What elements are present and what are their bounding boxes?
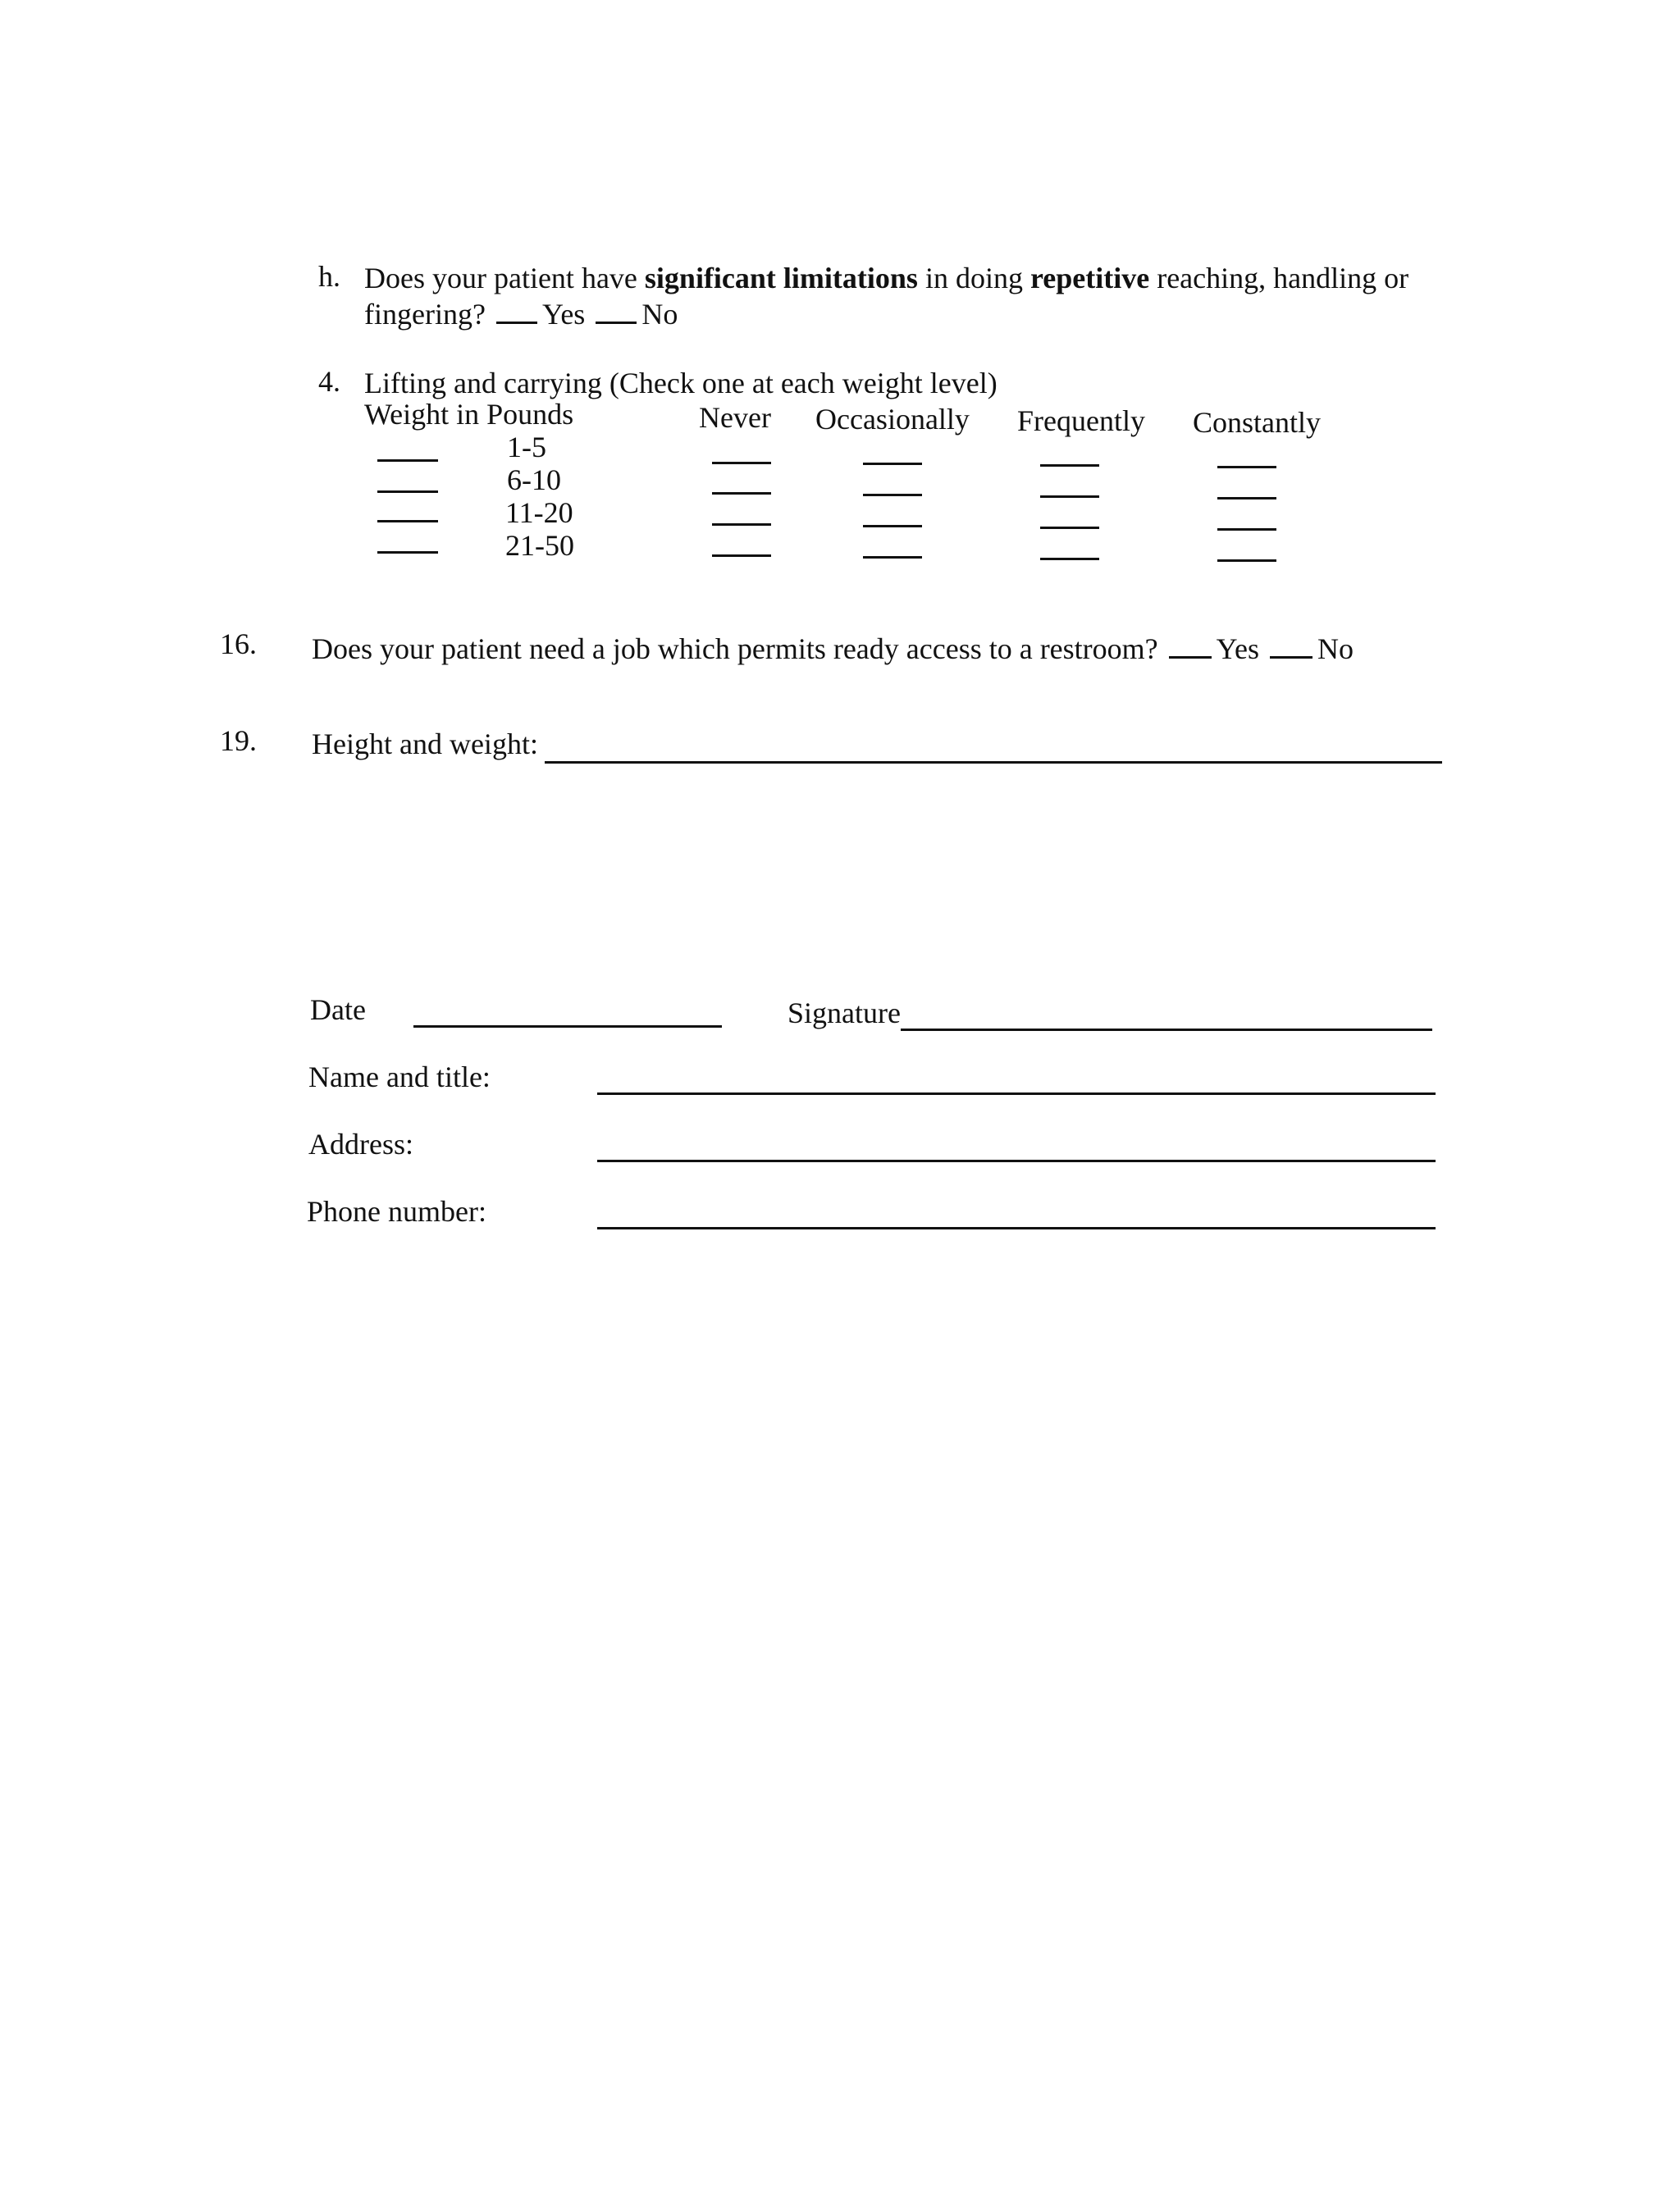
question-16-yes-label: Yes: [1216, 632, 1260, 665]
row-6-10-frequently-blank[interactable]: [1040, 495, 1099, 498]
row-1-5-occasionally-blank[interactable]: [863, 463, 922, 465]
phone-number-field[interactable]: [597, 1227, 1436, 1229]
question-h-bold-significant-limitations: significant limitations: [644, 262, 918, 294]
question-16-text: Does your patient need a job which permits ready access to a restroom?: [312, 632, 1158, 665]
name-title-label: Name and title:: [308, 1061, 491, 1093]
row-21-50-never-blank[interactable]: [712, 554, 771, 557]
question-h-text-4: fingering?: [364, 298, 486, 331]
address-field[interactable]: [597, 1160, 1436, 1162]
header-weight-in-pounds: Weight in Pounds: [364, 398, 574, 431]
question-19-number: 19.: [220, 724, 257, 757]
signature-field[interactable]: [901, 1029, 1432, 1031]
row-21-50-weight-blank[interactable]: [377, 551, 438, 554]
row-6-10-constantly-blank[interactable]: [1217, 497, 1276, 499]
question-h-text-1: Does your patient have: [364, 262, 637, 294]
date-field[interactable]: [413, 1025, 722, 1028]
question-h-no-label: No: [641, 298, 678, 331]
row-6-10-weight-blank[interactable]: [377, 490, 438, 493]
phone-number-label: Phone number:: [307, 1195, 486, 1228]
header-never: Never: [699, 401, 771, 434]
question-h-line-1: [364, 262, 1408, 295]
row-21-50-label: 21-50: [505, 529, 574, 562]
question-h-no-blank[interactable]: [596, 322, 637, 324]
row-1-5-frequently-blank[interactable]: [1040, 464, 1099, 467]
question-h-yes-label: Yes: [541, 298, 586, 331]
row-1-5-never-blank[interactable]: [712, 462, 771, 464]
question-4-title: Lifting and carrying (Check one at each weight level): [364, 367, 998, 399]
name-title-field[interactable]: [597, 1092, 1436, 1095]
row-6-10-label: 6-10: [507, 463, 561, 496]
height-weight-field[interactable]: [545, 761, 1442, 764]
header-occasionally: Occasionally: [815, 403, 970, 436]
question-16-number: 16.: [220, 627, 257, 660]
row-1-5-weight-blank[interactable]: [377, 459, 438, 462]
question-16-no-blank[interactable]: [1270, 656, 1312, 659]
date-label: Date: [310, 993, 366, 1026]
question-h-text-3: reaching, handling or: [1157, 262, 1409, 294]
row-6-10-occasionally-blank[interactable]: [863, 494, 922, 496]
question-16-no-label: No: [1317, 632, 1354, 665]
row-11-20-occasionally-blank[interactable]: [863, 525, 922, 527]
row-11-20-label: 11-20: [505, 496, 573, 529]
row-11-20-weight-blank[interactable]: [377, 520, 438, 522]
row-11-20-constantly-blank[interactable]: [1217, 528, 1276, 531]
question-19-label: Height and weight:: [312, 728, 538, 760]
question-16-yes-blank[interactable]: [1169, 656, 1212, 659]
question-h-yes-blank[interactable]: [496, 322, 537, 324]
question-h-marker: h.: [318, 260, 340, 293]
question-h-line-2: [364, 299, 678, 331]
row-21-50-constantly-blank[interactable]: [1217, 559, 1276, 562]
address-label: Address:: [308, 1128, 413, 1161]
row-11-20-never-blank[interactable]: [712, 523, 771, 526]
header-frequently: Frequently: [1017, 404, 1145, 437]
question-4-marker: 4.: [318, 365, 340, 398]
signature-label: Signature: [788, 997, 901, 1029]
header-constantly: Constantly: [1193, 406, 1322, 439]
question-h-text-2: in doing: [924, 262, 1023, 294]
row-6-10-never-blank[interactable]: [712, 492, 771, 495]
row-21-50-frequently-blank[interactable]: [1040, 558, 1099, 560]
question-16-line: [312, 633, 1354, 666]
row-1-5-label: 1-5: [507, 431, 546, 463]
row-11-20-frequently-blank[interactable]: [1040, 527, 1099, 529]
row-21-50-occasionally-blank[interactable]: [863, 556, 922, 559]
question-h-bold-repetitive: repetitive: [1029, 262, 1150, 294]
row-1-5-constantly-blank[interactable]: [1217, 466, 1276, 468]
